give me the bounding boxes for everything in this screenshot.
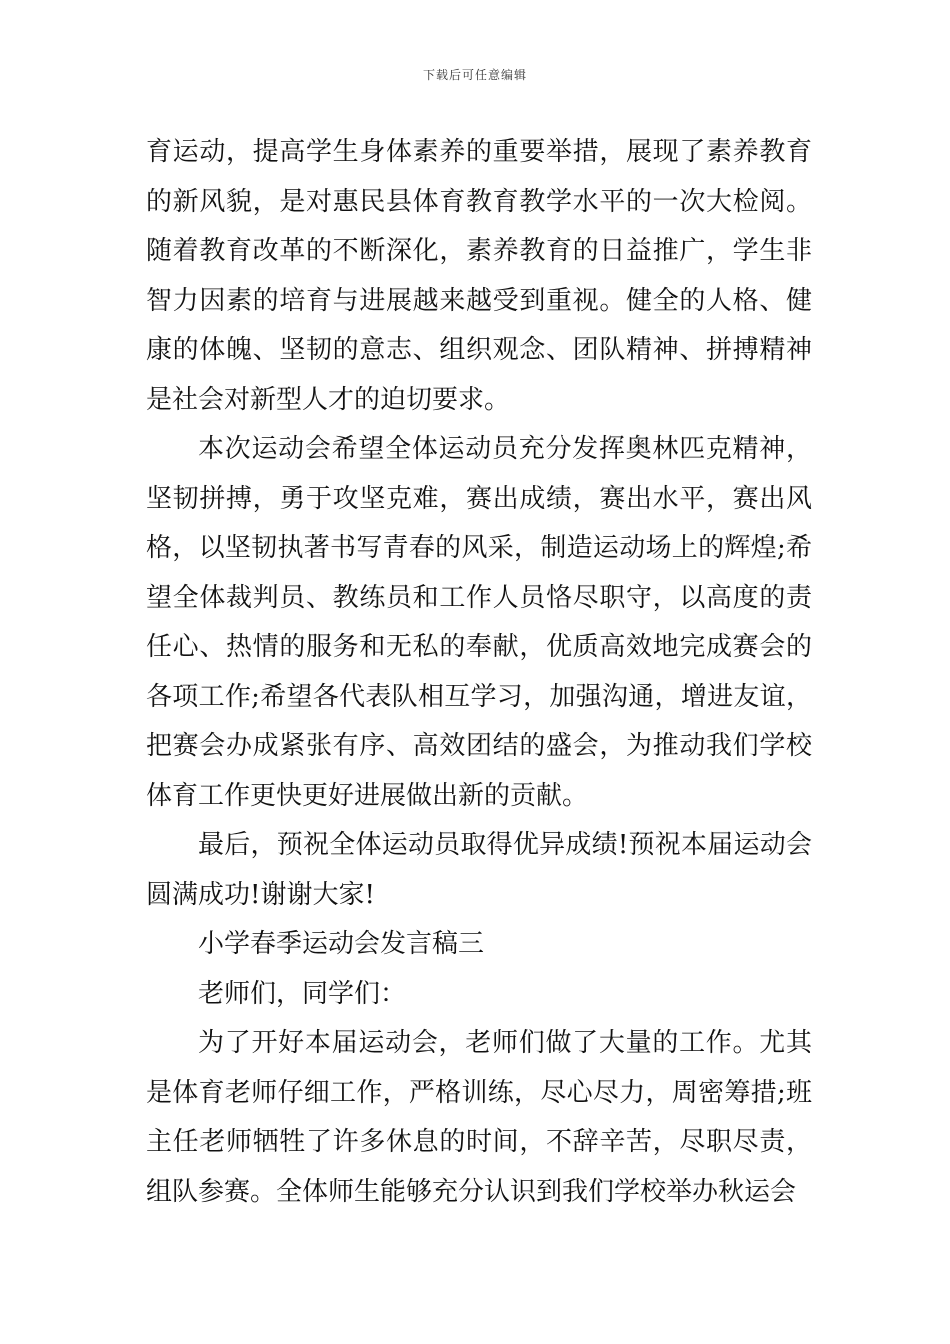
paragraph-closing-wishes: 最后，预祝全体运动员取得优异成绩!预祝本届运动会圆满成功!谢谢大家!: [146, 830, 812, 910]
header-note: 下载后可任意编辑: [422, 68, 527, 82]
section-heading: 小学春季运动会发言稿三: [198, 929, 485, 959]
paragraph-hopes: 本次运动会希望全体运动员充分发挥奥林匹克精神，坚韧拼搏，勇于攻坚克难，赛出成绩，赛出水平，赛出风格，以坚韧执著书写青春的风采，制造运动场上的辉煌;希望全体裁判员、教练员和工作人员恪尽职守，以高度的责任心、热情的服务和无私的奉献，优质高效地完成赛会的各项工作;希望各代表队相互学习，加强沟通，增进友谊，把赛会办成紧张有序、高效团结的盛会，为推动我们学校体育工作更快更好进展做出新的贡献。: [146, 434, 812, 811]
paragraph-teachers-work: 为了开好本届运动会，老师们做了大量的工作。尤其是体育老师仔细工作，严格训练，尽心尽力，周密筹措;班主任老师牺牲了许多休息的时间，不辞辛苦，尽职尽责，组队参赛。全体师生能够充分认识到我们学校举办秋运会: [146, 1028, 812, 1207]
salutation: 老师们，同学们：: [198, 978, 407, 1009]
paragraph-continuation: 育运动，提高学生身体素养的重要举措，展现了素养教育的新风貌，是对惠民县体育教育教学水平的一次大检阅。随着教育改革的不断深化，素养教育的日益推广，学生非智力因素的培育与进展越来越受到重视。健全的人格、健康的体魄、坚韧的意志、组织观念、团队精神、拼搏精神是社会对新型人才的迫切要求。: [146, 137, 812, 415]
document-body: [146, 128, 812, 1217]
